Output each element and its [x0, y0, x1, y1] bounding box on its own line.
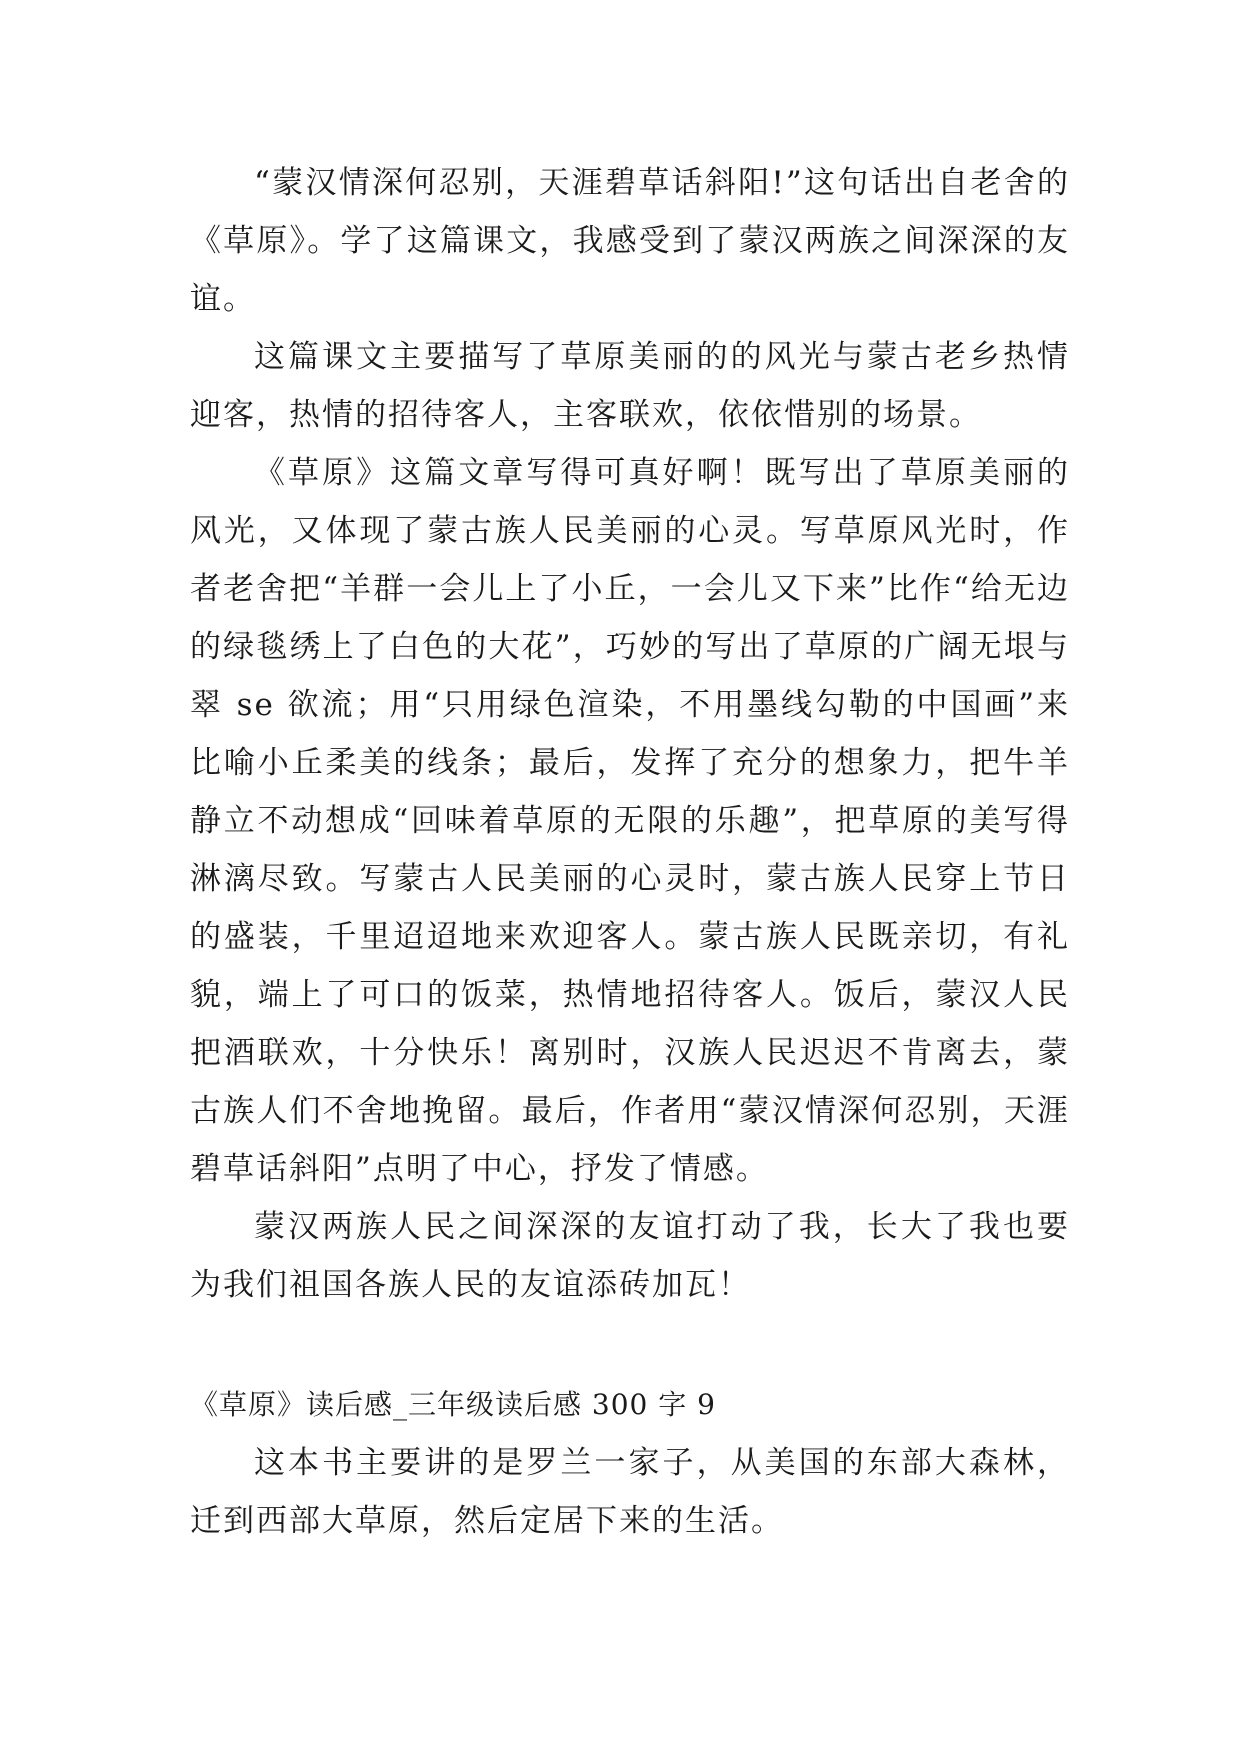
paragraph: “蒙汉情深何忍别，天涯碧草话斜阳!”这句话出自老舍的《草原》。学了这篇课文，我感受到了蒙汉两族之间深深的友谊。: [190, 165, 1070, 317]
section-heading: 《草原》读后感_三年级读后感 300 字 9: [190, 1388, 716, 1421]
paragraph: 这本书主要讲的是罗兰一家子，从美国的东部大森林，迁到西部大草原，然后定居下来的生活。: [190, 1445, 1070, 1539]
paragraph: 《草原》这篇文章写得可真好啊！既写出了草原美丽的风光，又体现了蒙古族人民美丽的心灵。写草原风光时，作者老舍把“羊群一会儿上了小丘，一会儿又下来”比作“给无边的绿毯绣上了白色的大花”，巧妙的写出了草原的广阔无垠与翠 se 欲流；用“只用绿色渲染，不用墨线勾勒的中国画”来比喻小丘柔美的线条；最后，发挥了充分的想象力，把牛羊静立不动想成“回味着草原的无限的乐趣”，把草原的美写得淋漓尽致。写蒙古人民美丽的心灵时，蒙古族人民穿上节日的盛装，千里迢迢地来欢迎客人。蒙古族人民既亲切，有礼貌，端上了可口的饭菜，热情地招待客人。饭后，蒙汉人民把酒联欢，十分快乐！离别时，汉族人民迟迟不肯离去，蒙古族人们不舍地挽留。最后，作者用“蒙汉情深何忍别，天涯碧草话斜阳”点明了中心，抒发了情感。: [190, 455, 1070, 1187]
document-body: [190, 154, 1070, 1550]
paragraph: 蒙汉两族人民之间深深的友谊打动了我，长大了我也要为我们祖国各族人民的友谊添砖加瓦！: [190, 1209, 1070, 1303]
paragraph: 这篇课文主要描写了草原美丽的的风光与蒙古老乡热情迎客，热情的招待客人，主客联欢，依依惜别的场景。: [190, 339, 1070, 433]
